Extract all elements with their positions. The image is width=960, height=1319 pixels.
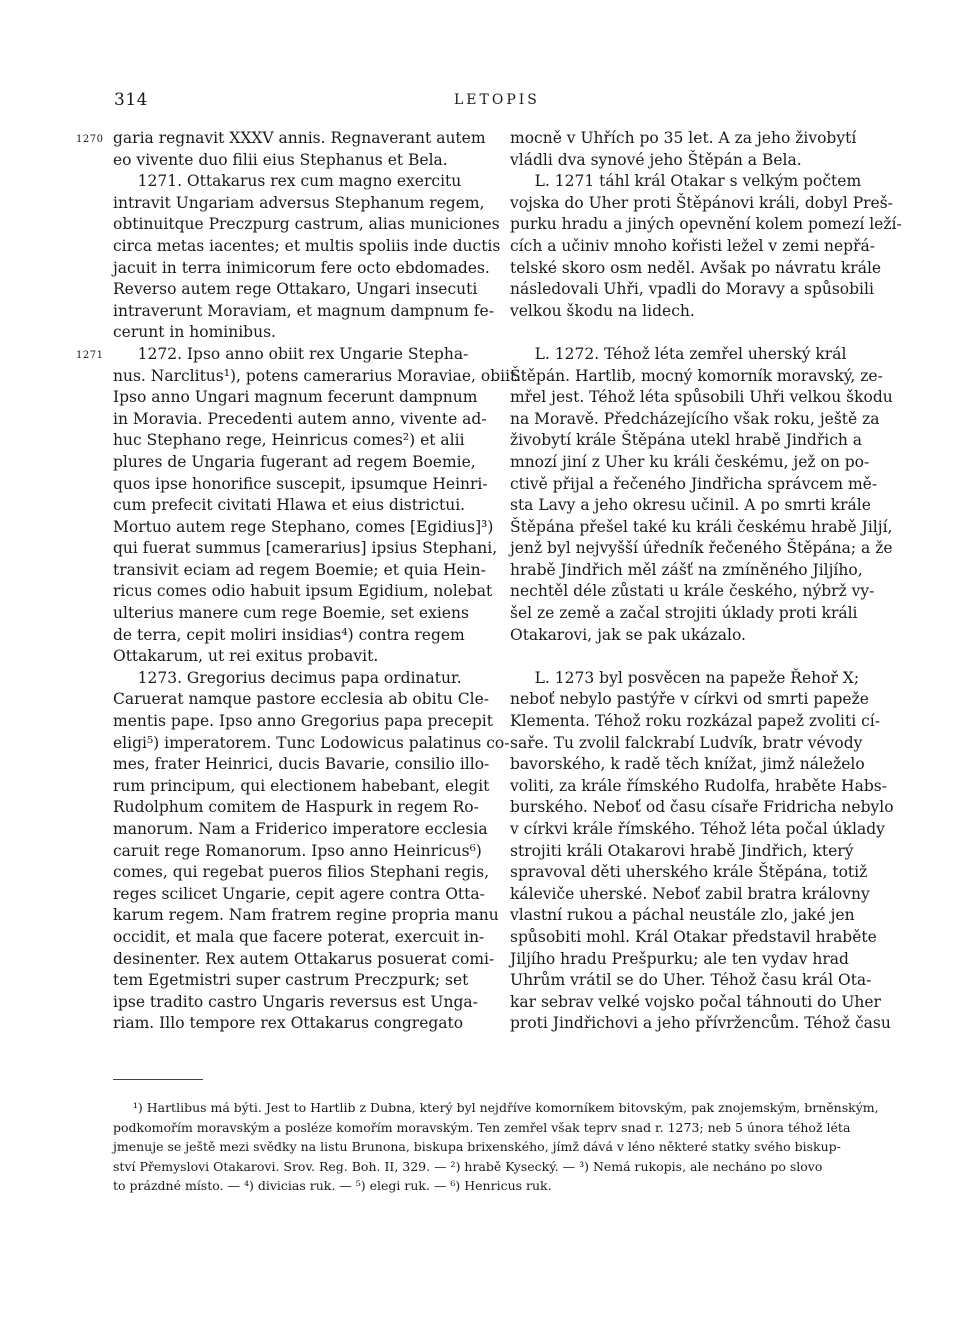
text-line: ipse tradito castro Ungaris reversus est Unga- bbox=[113, 992, 478, 1011]
text-line: ství Přemyslovi Otakarovi. Srov. Reg. Boh. II, 329. — ²) hrabě Kysecký. — ³) Nemá rukopis, ale necháno po slovo bbox=[113, 1158, 823, 1174]
czech-column bbox=[510, 128, 902, 1035]
text-line: strojiti králi Otakarovi hrabě Jindřich, který bbox=[510, 841, 854, 860]
text-line: L. 1272. Téhož léta zemřel uherský král bbox=[510, 344, 847, 363]
text-line: tem Egetmistri super castrum Preczpurk; set bbox=[113, 971, 469, 990]
text-line: mes, frater Heinrici, ducis Bavarie, consilio illo- bbox=[113, 755, 490, 774]
text-line: L. 1273 byl posvěcen na papeže Řehoř X; bbox=[510, 668, 860, 687]
text-line: šel ze země a začal strojiti úklady proti králi bbox=[510, 604, 858, 623]
text-line: živobytí krále Štěpána utekl hrabě Jindřich a bbox=[510, 431, 863, 450]
text-line: cum prefecit civitati Hlawa et eius districtui. bbox=[113, 496, 466, 515]
text-line: 1271. Ottakarus rex cum magno exercitu bbox=[113, 172, 462, 191]
text-line: garia regnavit XXXV annis. Regnaverant autem bbox=[113, 129, 486, 147]
text-line: na Moravě. Předcházejícího však roku, ještě za bbox=[510, 409, 880, 428]
text-line: mřel jest. Téhož léta spůsobili Uhři velkou škodu bbox=[510, 388, 893, 407]
text-line: Uhrům vrátil se do Uher. Téhož času král Ota- bbox=[510, 971, 872, 990]
text-line: caruit rege Romanorum. Ipso anno Heinricus⁶) bbox=[113, 841, 482, 860]
text-line: riam. Illo tempore rex Ottakarus congregato bbox=[113, 1014, 464, 1033]
text-line: 1272. Ipso anno obiit rex Ungarie Stepha- bbox=[113, 344, 469, 363]
text-line: následovali Uhři, vpadli do Moravy a spůsobili bbox=[510, 280, 874, 299]
text-line: L. 1271 táhl král Otakar s velkým počtem bbox=[510, 172, 862, 191]
text-line: káleviče uherské. Neboť zabil bratra královny bbox=[510, 884, 870, 903]
text-line: purku hradu a jiných opevnění kolem pomezí leží- bbox=[510, 215, 902, 234]
text-line: circa metas iacentes; et multis spoliis inde ductis bbox=[113, 236, 501, 255]
text-line: Ottakarum, ut rei exitus probavit. bbox=[113, 647, 379, 666]
page-number: 314 bbox=[114, 90, 148, 110]
margin-year-1270: 1270 bbox=[76, 134, 104, 145]
text-line: occidit, et mala que facere poterat, exercuit in- bbox=[113, 927, 485, 946]
text-line: vlastní rukou a páchal neustále zlo, jaké jen bbox=[510, 906, 855, 925]
text-line: hrabě Jindřich měl zášť na zmíněného Jiljího, bbox=[510, 560, 863, 579]
text-line: Reverso autem rege Ottakaro, Ungari insecuti bbox=[113, 280, 478, 299]
text-line: mocně v Uhřích po 35 let. A za jeho živobytí bbox=[510, 129, 857, 147]
footnotes bbox=[113, 1098, 889, 1196]
text-line: proti Jindřichovi a jeho přívržencům. Téhož času bbox=[510, 1014, 891, 1033]
text-line: saře. Tu zvolil falckrabí Ludvík, bratr vévody bbox=[510, 733, 863, 752]
text-line: bavorského, k radě těch knížat, jimž náleželo bbox=[510, 755, 865, 774]
text-line: Mortuo autem rege Stephano, comes [Egidius]³) bbox=[113, 517, 494, 536]
text-line: plures de Ungaria fugerant ad regem Boemie, bbox=[113, 452, 476, 471]
text-line: rum principum, qui electionem habebant, elegit bbox=[113, 776, 490, 795]
text-line: Ipso anno Ungari magnum fecerunt dampnum bbox=[113, 388, 478, 407]
text-line: jacuit in terra inimicorum fere octo ebdomades. bbox=[113, 258, 490, 277]
text-line: mentis pape. Ipso anno Gregorius papa precepit bbox=[113, 712, 493, 731]
latin-column bbox=[113, 128, 522, 1035]
text-line: eo vivente duo filii eius Stephanus et Bela. bbox=[113, 150, 448, 169]
text-line: jmenuje se ještě mezi svědky na listu Brunona, biskupa brixenského, jímž dává v léno některé statky svého biskup- bbox=[113, 1139, 841, 1154]
text-line: intravit Ungariam adversus Stephanum regem, bbox=[113, 193, 485, 212]
text-line: Štěpán. Hartlib, mocný komorník moravský, ze- bbox=[510, 366, 883, 385]
text-line: ctivě přijal a řečeného Jindřicha správcem mě- bbox=[510, 474, 878, 493]
text-line: spravoval děti uherského krále Štěpána, totiž bbox=[510, 863, 868, 882]
text-line: desinenter. Rex autem Ottakarus posuerat comi- bbox=[113, 949, 495, 968]
text-line: velkou škodu na lidech. bbox=[510, 301, 695, 320]
text-line: ¹) Hartlibus má býti. Jest to Hartlib z Dubna, který byl nejdříve komorníkem bitovským, pak znojemským, brněnským, bbox=[113, 1100, 879, 1115]
text-line: podkomořím moravským a posléze komořím moravským. Ten zemřel však teprv snad r. 1273; neb 5 února téhož léta bbox=[113, 1119, 851, 1135]
text-line: transivit eciam ad regem Boemie; et quia Hein- bbox=[113, 560, 486, 579]
text-line: reges scilicet Ungarie, cepit agere contra Otta- bbox=[113, 884, 485, 903]
text-line: telské skoro osm neděl. Avšak po návratu krále bbox=[510, 258, 882, 277]
text-line: jenž byl nejvyšší úředník řečeného Štěpána; a že bbox=[510, 539, 893, 558]
text-line: qui fuerat summus [camerarius] ipsius Stephani, bbox=[113, 539, 498, 558]
text-line: Rudolphum comitem de Haspurk in regem Ro- bbox=[113, 798, 479, 817]
text-line: voliti, za krále římského Rudolfa, hraběte Habs- bbox=[510, 776, 887, 795]
text-line: sta Lavy a jeho okresu učinil. A po smrti krále bbox=[510, 496, 871, 515]
text-line: ricus comes odio habuit ipsum Egidium, nolebat bbox=[113, 582, 493, 601]
text-line: nus. Narclitus¹), potens camerarius Moraviae, obiit. bbox=[113, 366, 522, 385]
running-title: LETOPIS bbox=[454, 92, 540, 108]
text-line: obtinuitque Preczpurg castrum, alias municiones bbox=[113, 215, 500, 234]
text-line: nechtěl déle zůstati u krále českého, nýbrž vy- bbox=[510, 582, 875, 601]
text-line: manorum. Nam a Friderico imperatore ecclesia bbox=[113, 820, 488, 838]
text-line: 1273. Gregorius decimus papa ordinatur. bbox=[113, 668, 462, 687]
text-line: vládli dva synové jeho Štěpán a Bela. bbox=[510, 150, 802, 169]
text-line: intraverunt Moraviam, et magnum dampnum fe- bbox=[113, 301, 494, 320]
text-line: neboť nebylo pastýře v církvi od smrti papeže bbox=[510, 690, 869, 709]
text-line: comes, qui regebat pueros filios Stephani regis, bbox=[113, 863, 490, 882]
text-line: karum regem. Nam fratrem regine propria manu bbox=[113, 906, 499, 925]
text-line: cích a učiniv mnoho kořisti ležel v zemi nepřá- bbox=[510, 236, 875, 255]
text-line bbox=[510, 322, 886, 344]
margin-year-1271: 1271 bbox=[76, 350, 104, 361]
text-line: to prázdné místo. — ⁴) divicias ruk. — ⁵) elegi ruk. — ⁶) Henricus ruk. bbox=[113, 1178, 552, 1193]
text-line: quos ipse honorifice suscepit, ipsumque Heinri- bbox=[113, 474, 488, 493]
text-line: spůsobiti mohl. Král Otakar představil hraběte bbox=[510, 927, 877, 946]
text-line: huc Stephano rege, Heinricus comes²) et alii bbox=[113, 431, 465, 450]
text-line: Štěpána přešel také ku králi českému hrabě Jiljí, bbox=[510, 517, 893, 536]
footnote-rule bbox=[113, 1079, 203, 1080]
text-line: Caruerat namque pastore ecclesia ab obitu Cle- bbox=[113, 690, 489, 709]
text-line: eligi⁵) imperatorem. Tunc Lodowicus palatinus co- bbox=[113, 733, 510, 752]
text-line: v církvi krále římského. Téhož léta počal úklady bbox=[510, 820, 885, 838]
text-line: Klementa. Téhož roku rozkázal papež zvoliti cí- bbox=[510, 712, 880, 731]
text-line: Otakarovi, jak se pak ukázalo. bbox=[510, 625, 746, 644]
text-line: in Moravia. Precedenti autem anno, vivente ad- bbox=[113, 409, 487, 428]
text-line: cerunt in hominibus. bbox=[113, 323, 276, 342]
text-line: kar sebrav velké vojsko počal táhnouti do Uher bbox=[510, 992, 881, 1011]
text-line: ulterius manere cum rege Boemie, set exiens bbox=[113, 604, 469, 623]
text-line bbox=[510, 646, 886, 668]
text-line: burského. Neboť od času císaře Fridricha nebylo bbox=[510, 798, 894, 817]
text-line: vojska do Uher proti Štěpánovi králi, dobyl Preš- bbox=[510, 193, 893, 212]
text-line: Jiljího hradu Prešpurku; ale ten vydav hrad bbox=[510, 949, 849, 968]
text-line: de terra, cepit moliri insidias⁴) contra regem bbox=[113, 625, 465, 644]
text-line: mnozí jiní z Uher ku králi českému, jež on po- bbox=[510, 452, 870, 471]
